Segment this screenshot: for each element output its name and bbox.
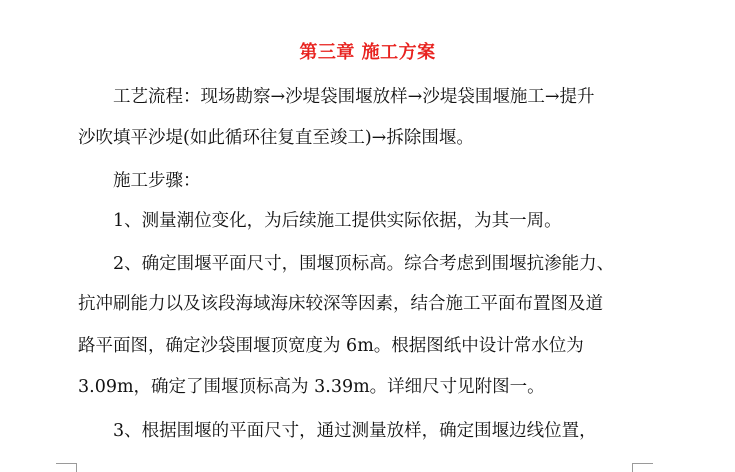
step-2-line-4: 3.09m，确定了围堰顶标高为 3.39m。详细尺寸见附图一。 [78,377,545,397]
step-1-line: 1、测量潮位变化，为后续施工提供实际依据，为其一周。 [113,211,562,231]
chapter-title: 第三章 施工方案 [299,42,436,63]
step-2-line-2: 抗冲刷能力以及该段海域海床较深等因素，结合施工平面布置图及道 [78,294,603,314]
step-2-line-1: 2、确定围堰平面尺寸，围堰顶标高。综合考虑到围堰抗渗能力、 [113,254,615,274]
paragraph-line-process-2: 沙吹填平沙堤(如此循环往复直至竣工)→拆除围堰。 [78,128,474,148]
step-3-line-1: 3、根据围堰的平面尺寸，通过测量放样，确定围堰边线位置， [113,421,597,441]
step-2-line-3: 路平面图，确定沙袋围堰顶宽度为 6m。根据图纸中设计常水位为 [78,336,584,356]
steps-heading: 施工步骤： [113,171,201,191]
paragraph-line-process-1: 工艺流程：现场勘察→沙堤袋围堰放样→沙堤袋围堰施工→提升 [113,87,595,107]
